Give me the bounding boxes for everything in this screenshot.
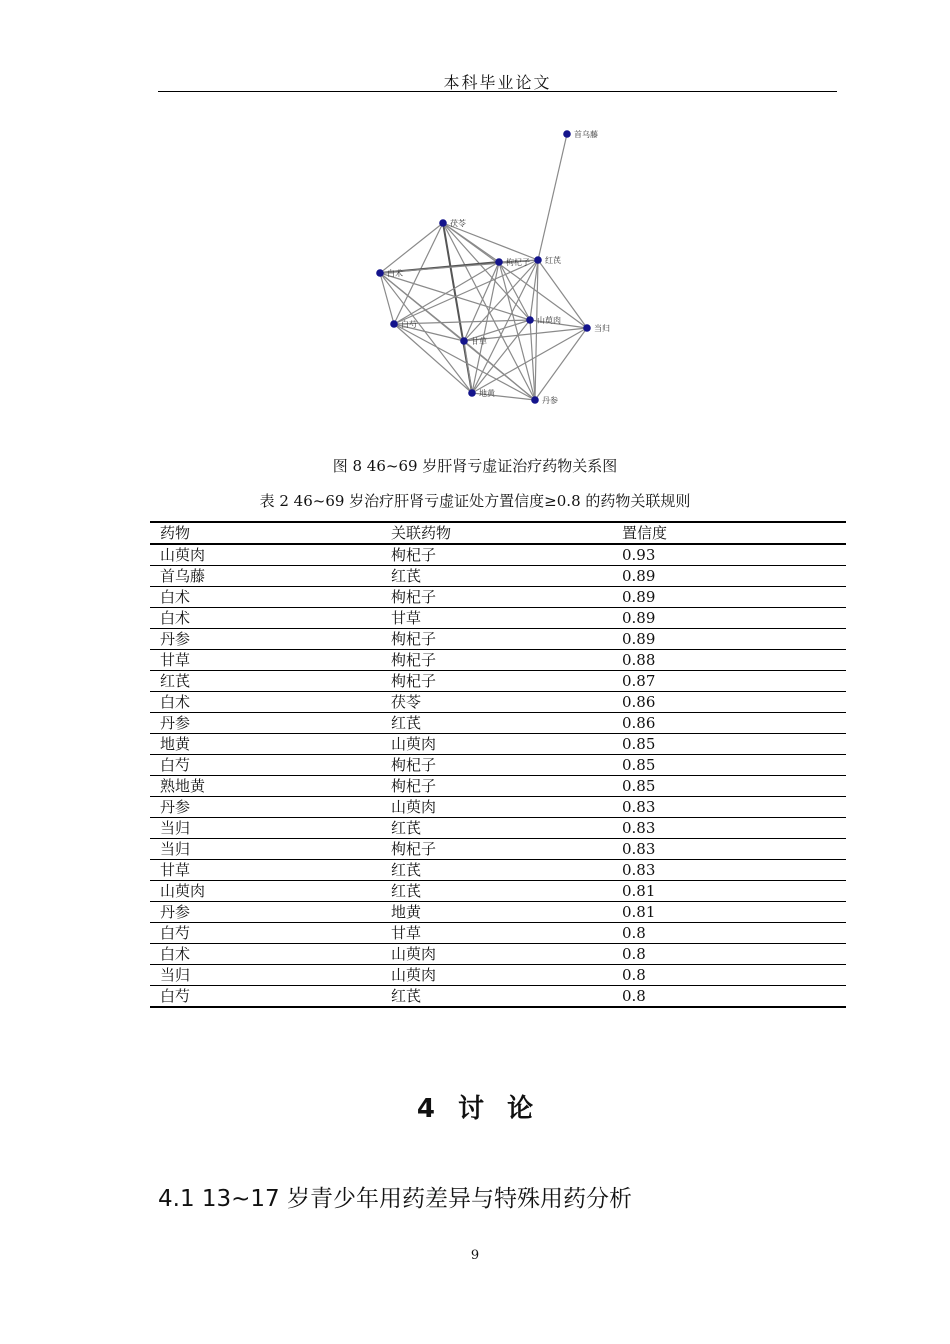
- table-body: [150, 544, 846, 1007]
- table-row: [150, 902, 846, 923]
- graph-edge: [443, 223, 587, 328]
- graph-nodes: [376, 129, 610, 405]
- cell-confidence: 0.8: [612, 986, 846, 1008]
- cell-drug: 丹参: [150, 713, 381, 734]
- graph-node-label: 首乌藤: [574, 130, 598, 139]
- table-row: [150, 860, 846, 881]
- cell-related-drug: 枸杞子: [381, 839, 612, 860]
- cell-related-drug: 红芪: [381, 818, 612, 839]
- header-confidence: 置信度: [612, 522, 846, 544]
- cell-related-drug: 茯苓: [381, 692, 612, 713]
- cell-related-drug: 枸杞子: [381, 629, 612, 650]
- graph-edge: [380, 223, 443, 273]
- graph-node-label: 山萸肉: [537, 316, 561, 325]
- graph-node-label: 地黄: [479, 389, 495, 398]
- table-row: [150, 587, 846, 608]
- graph-edge: [394, 262, 499, 324]
- cell-related-drug: 枸杞子: [381, 650, 612, 671]
- cell-confidence: 0.93: [612, 544, 846, 566]
- cell-drug: 白术: [150, 608, 381, 629]
- cell-confidence: 0.85: [612, 776, 846, 797]
- cell-related-drug: 枸杞子: [381, 671, 612, 692]
- graph-node: [583, 324, 591, 332]
- section-title: 4 讨 论: [416, 1094, 534, 1124]
- association-rules-table: [150, 521, 846, 1008]
- table-row: [150, 944, 846, 965]
- cell-drug: 白术: [150, 587, 381, 608]
- graph-node: [390, 320, 398, 328]
- cell-drug: 丹参: [150, 902, 381, 923]
- cell-drug: 丹参: [150, 797, 381, 818]
- cell-related-drug: 红芪: [381, 566, 612, 587]
- table-row: [150, 629, 846, 650]
- table-row: [150, 923, 846, 944]
- cell-drug: 白术: [150, 692, 381, 713]
- graph-edge: [535, 328, 587, 400]
- cell-related-drug: 山萸肉: [381, 965, 612, 986]
- cell-confidence: 0.87: [612, 671, 846, 692]
- graph-node-label: 茯苓: [450, 219, 466, 228]
- cell-confidence: 0.83: [612, 797, 846, 818]
- cell-drug: 红芪: [150, 671, 381, 692]
- cell-drug: 山萸肉: [150, 544, 381, 566]
- table-row: [150, 818, 846, 839]
- graph-edge: [380, 273, 394, 324]
- table-row: [150, 965, 846, 986]
- graph-edge: [538, 134, 567, 260]
- cell-related-drug: 甘草: [381, 608, 612, 629]
- cell-drug: 白术: [150, 944, 381, 965]
- graph-node: [439, 219, 447, 227]
- cell-drug: 甘草: [150, 860, 381, 881]
- table-row: [150, 755, 846, 776]
- graph-node: [495, 258, 503, 266]
- cell-drug: 当归: [150, 839, 381, 860]
- cell-drug: 山萸肉: [150, 881, 381, 902]
- graph-node-label: 白术: [387, 269, 403, 278]
- header-rule: [158, 91, 837, 92]
- graph-node: [460, 337, 468, 345]
- cell-related-drug: 枸杞子: [381, 776, 612, 797]
- cell-confidence: 0.81: [612, 881, 846, 902]
- table-row: [150, 776, 846, 797]
- cell-drug: 地黄: [150, 734, 381, 755]
- page-number: 9: [470, 1248, 480, 1263]
- cell-drug: 丹参: [150, 629, 381, 650]
- table-row: [150, 650, 846, 671]
- table-row: [150, 566, 846, 587]
- graph-node: [531, 396, 539, 404]
- cell-confidence: 0.83: [612, 818, 846, 839]
- table-row: [150, 671, 846, 692]
- cell-drug: 首乌藤: [150, 566, 381, 587]
- table-row: [150, 881, 846, 902]
- header-drug: 药物: [150, 522, 381, 544]
- graph-edge: [464, 341, 472, 393]
- cell-confidence: 0.81: [612, 902, 846, 923]
- cell-drug: 当归: [150, 965, 381, 986]
- table-row: [150, 986, 846, 1008]
- cell-confidence: 0.89: [612, 629, 846, 650]
- cell-confidence: 0.86: [612, 713, 846, 734]
- header-related-drug: 关联药物: [381, 522, 612, 544]
- cell-related-drug: 红芪: [381, 713, 612, 734]
- cell-confidence: 0.88: [612, 650, 846, 671]
- cell-drug: 白芍: [150, 755, 381, 776]
- cell-drug: 当归: [150, 818, 381, 839]
- graph-node-label: 当归: [594, 324, 610, 333]
- graph-node: [563, 130, 571, 138]
- graph-node: [526, 316, 534, 324]
- table-row: [150, 608, 846, 629]
- cell-related-drug: 山萸肉: [381, 944, 612, 965]
- graph-edge: [380, 273, 472, 393]
- table-row: [150, 692, 846, 713]
- cell-confidence: 0.83: [612, 839, 846, 860]
- graph-node-label: 丹参: [542, 396, 558, 405]
- subsection-title: 4.1 13~17 岁青少年用药差异与特殊用药分析: [158, 1186, 633, 1212]
- cell-related-drug: 红芪: [381, 860, 612, 881]
- graph-edge: [394, 324, 472, 393]
- cell-related-drug: 地黄: [381, 902, 612, 923]
- graph-node-label: 甘草: [471, 337, 487, 346]
- cell-related-drug: 枸杞子: [381, 544, 612, 566]
- cell-confidence: 0.89: [612, 566, 846, 587]
- cell-related-drug: 枸杞子: [381, 587, 612, 608]
- cell-related-drug: 红芪: [381, 881, 612, 902]
- cell-confidence: 0.89: [612, 608, 846, 629]
- cell-related-drug: 红芪: [381, 986, 612, 1008]
- table-row: [150, 734, 846, 755]
- cell-related-drug: 枸杞子: [381, 755, 612, 776]
- table-header-row: [150, 522, 846, 544]
- table-row: [150, 797, 846, 818]
- cell-drug: 熟地黄: [150, 776, 381, 797]
- cell-related-drug: 山萸肉: [381, 797, 612, 818]
- graph-node: [534, 256, 542, 264]
- table-caption: 表 2 46~69 岁治疗肝肾亏虚证处方置信度≥0.8 的药物关联规则: [259, 492, 691, 510]
- cell-related-drug: 甘草: [381, 923, 612, 944]
- graph-edges: [380, 134, 587, 400]
- cell-confidence: 0.89: [612, 587, 846, 608]
- graph-node: [376, 269, 384, 277]
- graph-node-label: 红芪: [545, 256, 561, 265]
- cell-drug: 甘草: [150, 650, 381, 671]
- cell-related-drug: 山萸肉: [381, 734, 612, 755]
- cell-confidence: 0.8: [612, 944, 846, 965]
- cell-confidence: 0.85: [612, 755, 846, 776]
- cell-drug: 白芍: [150, 986, 381, 1008]
- table-row: [150, 713, 846, 734]
- table-row: [150, 839, 846, 860]
- cell-drug: 白芍: [150, 923, 381, 944]
- graph-node-label: 白芍: [401, 320, 417, 329]
- graph-node: [468, 389, 476, 397]
- herb-network-graph: [360, 115, 620, 415]
- graph-node-label: 枸杞子: [506, 258, 530, 267]
- table-row: [150, 544, 846, 566]
- cell-confidence: 0.85: [612, 734, 846, 755]
- cell-confidence: 0.83: [612, 860, 846, 881]
- figure-caption: 图 8 46~69 岁肝肾亏虚证治疗药物关系图: [332, 457, 618, 475]
- cell-confidence: 0.86: [612, 692, 846, 713]
- cell-confidence: 0.8: [612, 923, 846, 944]
- page-header: 本科毕业论文: [443, 73, 552, 92]
- graph-edge: [443, 223, 538, 260]
- cell-confidence: 0.8: [612, 965, 846, 986]
